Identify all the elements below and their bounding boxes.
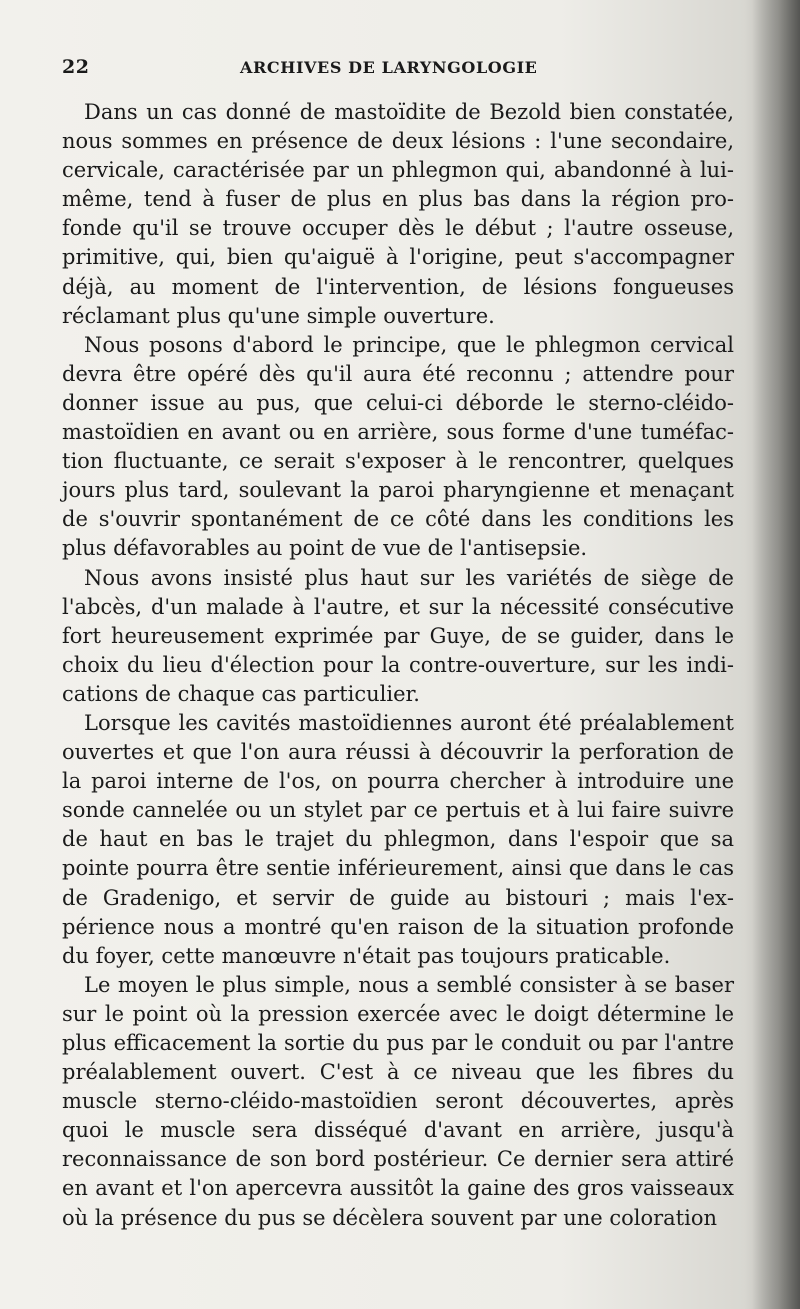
- body-text: [62, 98, 734, 1233]
- paragraph: Nous posons d'abord le principe, que le phlegmon cervical devra être opéré dès qu'il aura été reconnu ; attendre pour donner issue au pus, que celui-ci déborde le sterno-cléido-mastoïdien en avant ou en arrière, sous forme d'une tuméfaction fluctuante, ce serait s'exposer à le rencontrer, quelques jours plus tard, soulevant la paroi pharyngienne et menaçant de s'ouvrir spontanément de ce côté dans les conditions les plus défavorables au point de vue de l'antisepsie.: [62, 332, 734, 561]
- running-head: [62, 56, 732, 92]
- paragraph: Nous avons insisté plus haut sur les variétés de siège de l'abcès, d'un malade à l'autre, et sur la nécessité consécutive fort heureusement exprimée par Guye, de se guider, dans le choix du lieu d'élection pour la contre-ouverture, sur les indications de chaque cas particulier.: [62, 565, 734, 706]
- paragraph: Le moyen le plus simple, nous a semblé consister à se baser sur le point où la pression exercée avec le doigt détermine le plus efficacement la sortie du pus par le conduit ou par l'antre préalablement ouvert. C'est à ce niveau que les fibres du muscle sterno-cléido-mastoïdien seront découvertes, après quoi le muscle sera disséqué d'avant en arrière, jusqu'à reconnaissance de son bord postérieur. Ce dernier sera attiré en avant et l'on apercevra aussitôt la gaine des gros vaisseaux où la présence du pus se décèlera souvent par une coloration: [62, 972, 734, 1230]
- paragraph: Lorsque les cavités mastoïdiennes auront été préalablement ouvertes et que l'on aura réussi à découvrir la perforation de la paroi interne de l'os, on pourra chercher à introduire une sonde cannelée ou un stylet par ce pertuis et à lui faire suivre de haut en bas le trajet du phlegmon, dans l'espoir que sa pointe pourra être sentie inférieurement, ainsi que dans le cas de Gradenigo, et servir de guide au bistouri ; mais l'expérience nous a montré qu'en raison de la situation profonde du foyer, cette manœuvre n'était pas toujours praticable.: [62, 710, 734, 968]
- paragraph: Dans un cas donné de mastoïdite de Bezold bien constatée, nous sommes en présence de deux lésions : l'une secondaire, cervicale, caractérisée par un phlegmon qui, abandonné à lui-même, tend à fuser de plus en plus bas dans la région profonde qu'il se trouve occuper dès le début ; l'autre osseuse, primitive, qui, bien qu'aiguë à l'origine, peut s'accompagner déjà, au moment de l'intervention, de lésions fongueuses réclamant plus qu'une simple ouverture.: [62, 100, 734, 328]
- journal-title: ARCHIVES DE LARYNGOLOGIE: [240, 58, 538, 77]
- page-number: 22: [62, 56, 90, 78]
- page-spine-shadow: [752, 0, 800, 1309]
